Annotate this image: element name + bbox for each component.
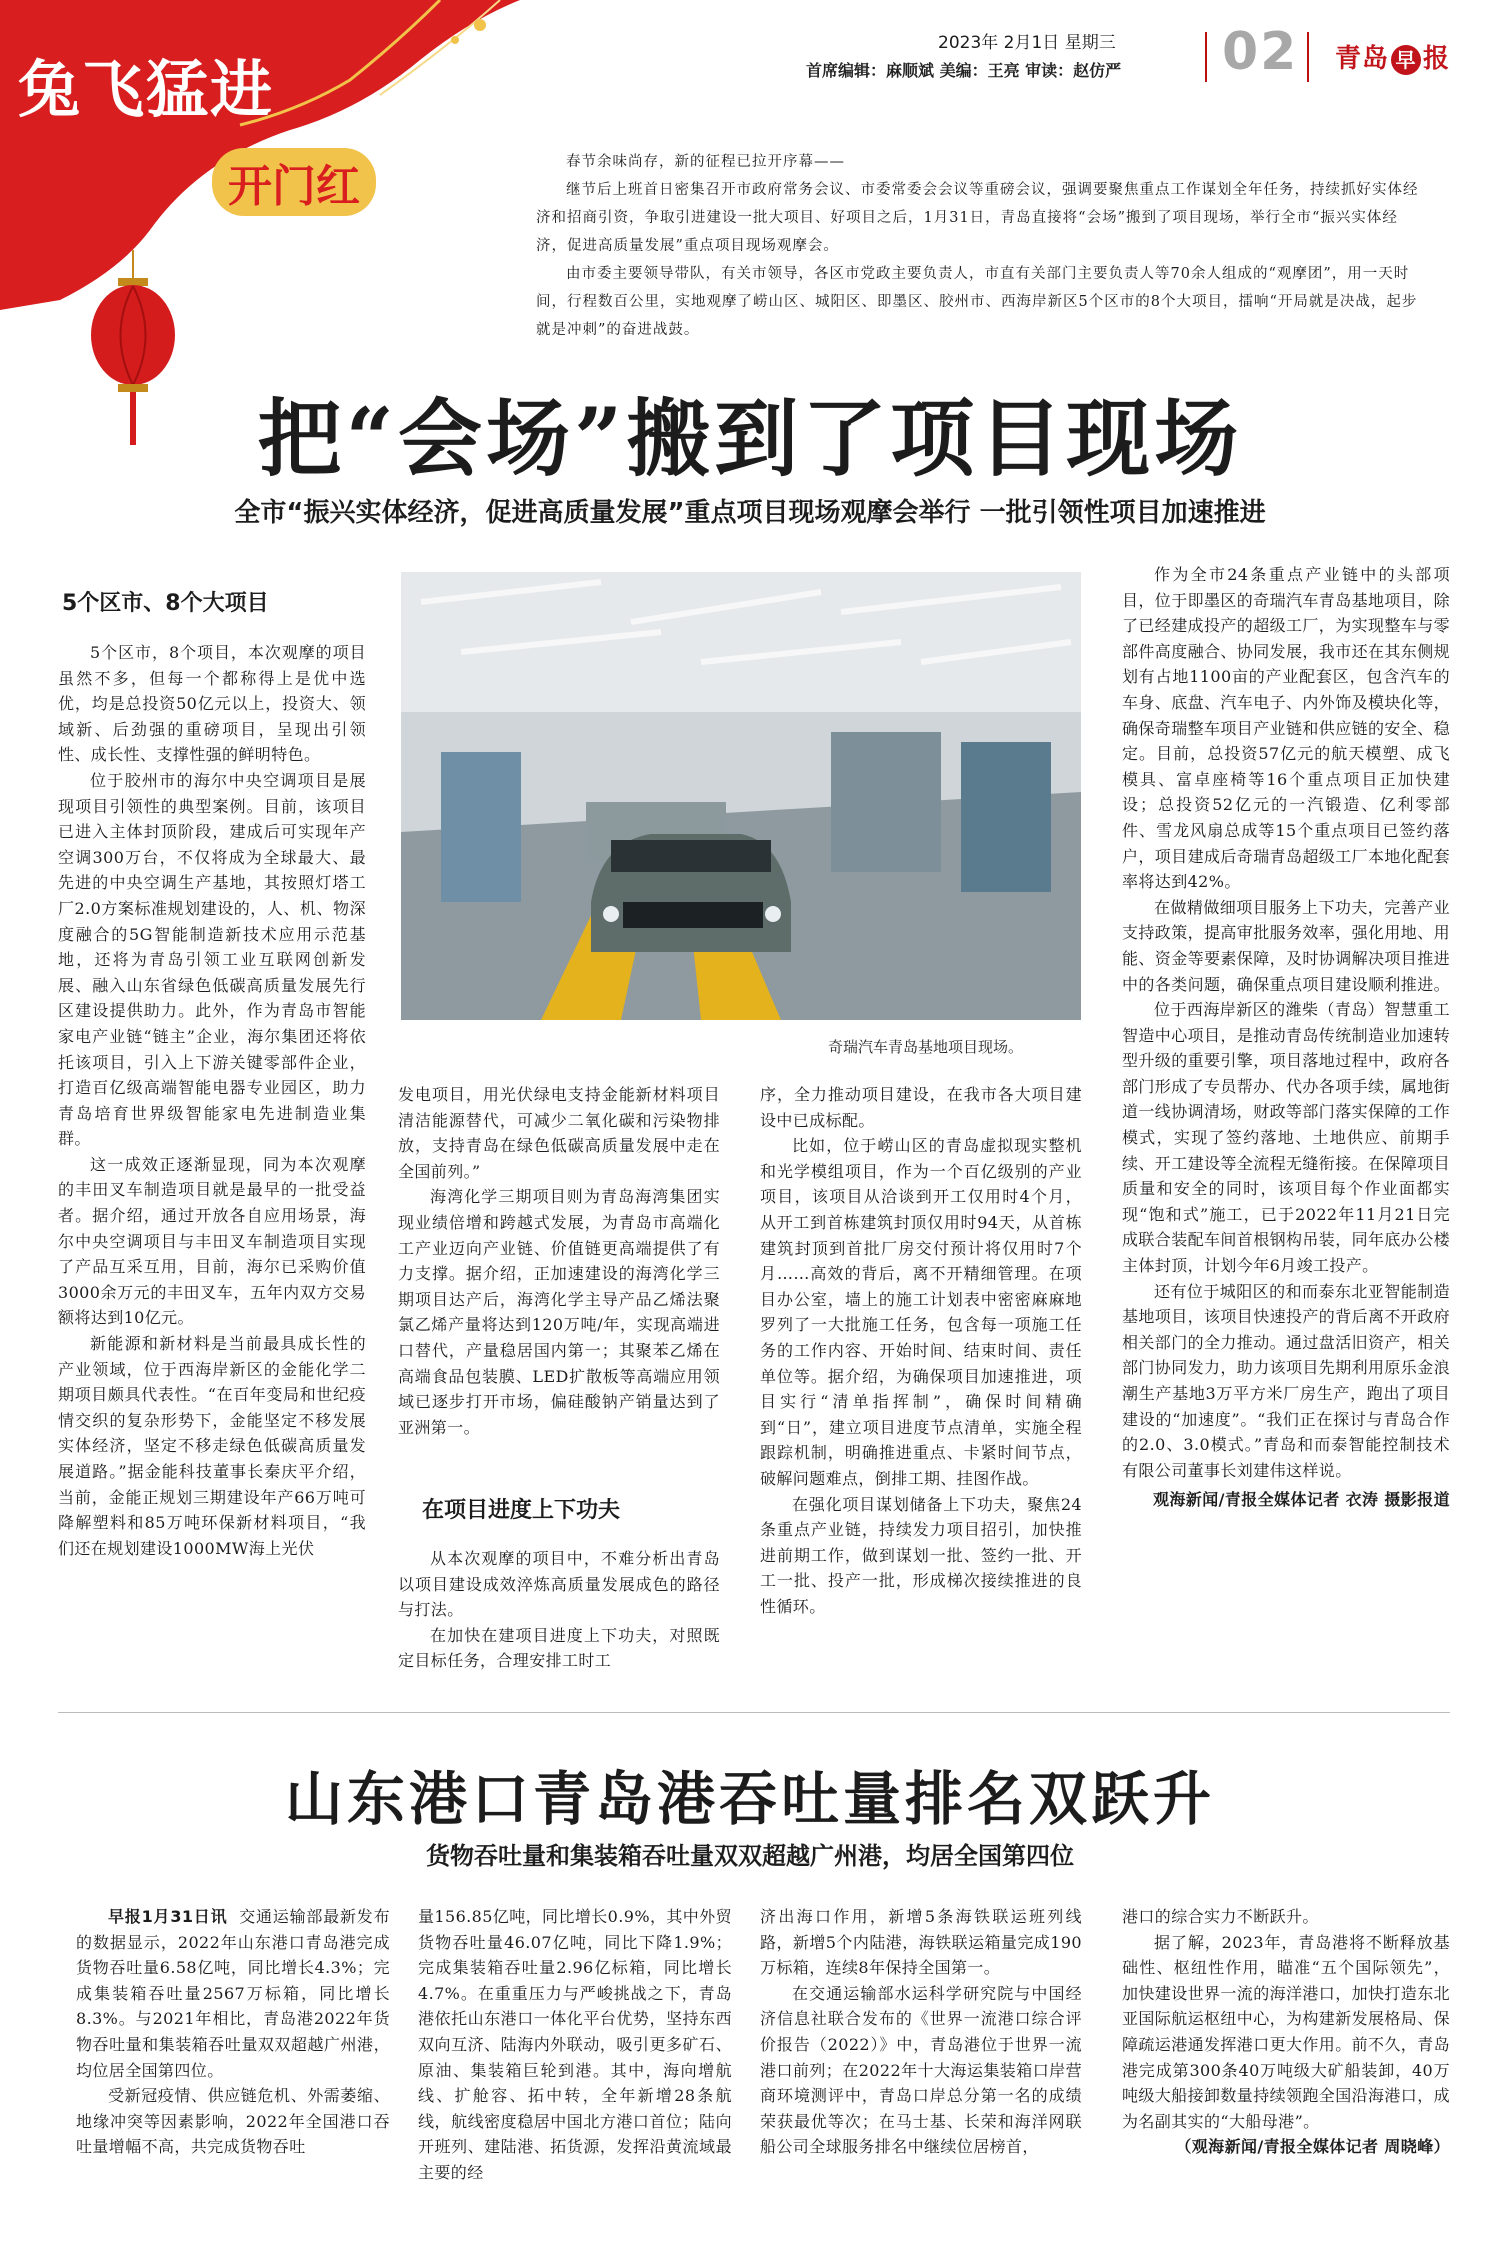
paragraph: 在交通运输部水运科学研究院与中国经济信息社联合发布的《世界一流港口综合评价报告（2022）》中，青岛港位于世界一流港口前列；在2022年十大海运集装箱口岸营商环境测评中，青岛口岸总分第一名的成绩荣获最优等次；在马士基、长荣和海洋网联船公司全球服务排名中继续位居榜首，: [760, 1983, 1082, 2157]
intro-lead: 春节余味尚存，新的征程已拉开序幕——: [566, 154, 845, 170]
byline: （观海新闻/青报全媒体记者 周晓峰）: [1175, 2137, 1450, 2157]
article-column: [1122, 562, 1450, 1513]
headline: 把“会场”搬到了项目现场: [257, 389, 1243, 488]
article-column: [760, 1904, 1082, 2160]
paragraph: 交通运输部最新发布的数据显示，2022年山东港口青岛港完成货物吞吐量6.58亿吨，同比增长4.3%；完成集装箱吞吐量2567万标箱，同比增长8.3%。与2021年相比，青岛港2022年货物吞吐量和集装箱吞吐量双双超越广州港，均位居全国第四位。: [76, 1907, 390, 2080]
article-column: [418, 1904, 732, 2186]
section-title: 5个区市、8个大项目: [62, 591, 269, 616]
photo-caption: 奇瑞汽车青岛基地项目现场。: [828, 1038, 1024, 1056]
paragraph: 新能源和新材料是当前最具成长性的产业领域，位于西海岸新区的金能化学二期项目颇具代表性。“在百年变局和世纪疫情交织的复杂形势下，金能坚定不移发展实体经济，坚定不移走绿色低碳高质量发展道路。”据金能科技董事长秦庆平介绍，当前，金能正规划三期建设年产66万吨可降解塑料和85万吨环保新材料项目，“我们还在规划建设1000MW海上光伏: [58, 1334, 366, 1558]
headline: 山东港口青岛港吞吐量排名双跃升: [284, 1765, 1215, 1833]
dateline: 早报1月31日讯: [108, 1907, 228, 1926]
newspaper-logo: 青岛 早 报: [1335, 44, 1451, 74]
paragraph: 在强化项目谋划储备上下功夫，聚焦24条重点产业链，持续发力项目招引，加快推进前期工作，做到谋划一批、签约一批、开工一批、投产一批，形成梯次接续推进的良性循环。: [760, 1494, 1082, 1616]
paragraph: 5个区市，8个项目，本次观摩的项目虽然不多，但每一个都称得上是优中选优，均是总投资50亿元以上，投资大、领域新、后劲强的重磅项目，呈现出引领性、成长性、支撑性强的鲜明特色。: [58, 643, 366, 765]
subheadline: 全市“振兴实体经济，促进高质量发展”重点项目现场观摩会举行 一批引领性项目加速推进: [234, 498, 1266, 528]
intro-paragraph: 由市委主要领导带队，有关市领导，各区市党政主要负责人，市直有关部门主要负责人等70余人组成的“观摩团”，用一天时间，行程数百公里，实地观摩了崂山区、城阳区、即墨区、胶州市、西海岸新区5个区市的8个大项目，擂响“开局就是决战，起步就是冲刺”的奋进战鼓。: [536, 266, 1418, 338]
header-divider: [1307, 32, 1309, 82]
paragraph: 这一成效正逐渐显现，同为本次观摩的丰田叉车制造项目就是最早的一批受益者。据介绍，通过开放各自应用场景，海尔中央空调项目与丰田叉车制造项目实现了产品互采互用，目前，海尔已采购价值3000余万元的丰田叉车，五年内双方交易额将达到10亿元。: [58, 1154, 366, 1328]
article-column: [760, 1082, 1082, 1619]
byline: 观海新闻/青报全媒体记者 衣涛 摄影报道: [1153, 1490, 1450, 1510]
paragraph: 发电项目，用光伏绿电支持金能新材料项目清洁能源替代，可减少二氧化碳和污染物排放，支持青岛在绿色低碳高质量发展中走在全国前列。”: [398, 1085, 720, 1181]
intro-paragraph: 继节后上班首日密集召开市政府常务会议、市委常委会会议等重磅会议，强调要聚焦重点工作谋划全年任务，持续抓好实体经济和招商引资，争取引进建设一批大项目、好项目之后，1月31日，青岛直接将“会场”搬到了项目现场，举行全市“振兴实体经济，促进高质量发展”重点项目现场观摩会。: [536, 182, 1419, 254]
issue-date: 2023年 2月1日 星期三: [938, 33, 1116, 53]
paragraph: 在做精做细项目服务上下功夫，完善产业支持政策，提高审批服务效率，强化用地、用能、资金等要素保障，及时协调解决项目推进中的各类问题，确保重点项目建设顺利推进。: [1122, 897, 1451, 994]
article-column: [76, 1904, 390, 2160]
paragraph: 位于胶州市的海尔中央空调项目是展现项目引领性的典型案例。目前，该项目已进入主体封顶阶段，建成后可实现年产空调300万台，不仅将成为全球最大、最先进的中央空调生产基地，其按照灯塔工厂2.0方案标准规划建设的，人、机、物深度融合的5G智能制造新技术应用示范基地，还将为青岛引领工业互联网创新发展、融入山东省绿色低碳高质量发展先行区建设提供助力。此外，作为青岛市智能家电产业链“链主”企业，海尔集团还将依托该项目，引入上下游关键零部件企业，打造百亿级高端智能电器专业园区，助力青岛培育世界级智能家电先进制造业集群。: [58, 770, 366, 1149]
paragraph: 位于西海岸新区的潍柴（青岛）智慧重工智造中心项目，是推动青岛传统制造业加速转型升级的重要引擎，项目落地过程中，政府各部门形成了专员帮办、代办各项手续，属地街道一线协调清场，财政等部门落实保障的工作模式，实现了签约落地、土地供应、前期手续、开工建设等全流程无缝衔接。在保障项目质量和安全的同时，该项目每个作业面都实现“饱和式”施工，已于2022年11月21日完成联合装配车间首根钢构吊装，同年底办公楼主体封顶，计划今年6月竣工投产。: [1122, 1000, 1451, 1276]
paragraph: 比如，位于崂山区的青岛虚拟现实整机和光学模组项目，作为一个百亿级别的产业项目，该项目从洽谈到开工仅用时4个月，从开工到首栋建筑封顶仅用时94天，从首栋建筑封顶到首批厂房交付预计将仅用时7个月……高效的背后，离不开精细管理。在项目办公室，墙上的施工计划表中密密麻麻地罗列了一大批施工任务，包含每一项施工任务的工作内容、开始时间、结束时间、责任单位等。据介绍，为确保项目加速推进，项目实行“清单指挥制”，确保时间精确到“日”，建立项目进度节点清单，实施全程跟踪机制，明确推进重点、卡紧时间节点，破解问题难点，倒排工期、挂图作战。: [760, 1136, 1082, 1488]
article-column: [398, 1546, 720, 1674]
article-column: [58, 640, 366, 1561]
paragraph: 海湾化学三期项目则为青岛海湾集团实现业绩倍增和跨越式发展，为青岛市高端化工产业迈向产业链、价值链更高端提供了有力支撑。据介绍，正加速建设的海湾化学三期项目达产后，海湾化学主导产品乙烯法聚氯乙烯产量将达到120万吨/年，实现高端进口替代，产量稳居国内第一；其聚苯乙烯在高端食品包装膜、LED扩散板等高端应用领域已逐步打开市场，偏硅酸钠产销量达到了亚洲第一。: [398, 1187, 720, 1437]
paragraph: 据了解，2023年，青岛港将不断释放基础性、枢纽性作用，瞄准“五个国际领先”，加快建设世界一流的海洋港口，加快打造东北亚国际航运枢纽中心，为构建新发展格局、保障疏运港通发挥港口更大作用。前不久，青岛港完成第300条40万吨级大矿船装卸，40万吨级大船接卸数量持续领跑全国沿海港口，成为名副其实的“大船母港”。: [1122, 1932, 1451, 2131]
article-column: [1122, 1904, 1450, 2160]
header-divider: [1205, 32, 1207, 82]
paragraph: 序，全力推动项目建设，在我市各大项目建设中已成标配。: [760, 1085, 1082, 1130]
paragraph: 还有位于城阳区的和而泰东北亚智能制造基地项目，该项目快速投产的背后离不开政府相关部门的全力推动。通过盘活旧资产，相关部门协同发力，助力该项目先期利用原乐金浪潮生产基地3万平方米厂房生产，跑出了项目建设的“加速度”。“我们正在探讨与青岛合作的2.0、3.0模式。”青岛和而泰智能控制技术有限公司董事长刘建伟这样说。: [1122, 1281, 1451, 1480]
section-title: 在项目进度上下功夫: [422, 1498, 621, 1523]
editor-credits: 首席编辑：麻顺斌 美编：王亮 审读：赵仿严: [806, 61, 1122, 80]
article-column: [398, 1082, 720, 1440]
banner-title: 兔飞猛进: [18, 53, 275, 126]
paragraph: 港口的综合实力不断跃升。: [1122, 1907, 1319, 1926]
page-number: 02: [1222, 22, 1299, 82]
banner-subtitle: 开门红: [212, 148, 376, 216]
section-divider: [58, 1712, 1450, 1713]
paragraph: 作为全市24条重点产业链中的头部项目，位于即墨区的奇瑞汽车青岛基地项目，除了已经建成投产的超级工厂，为实现整车与零部件高度融合、协同发展，我市还在其东侧规划有占地1100亩的产业配套区，包含汽车的车身、底盘、汽车电子、内外饰及模块化等，确保奇瑞整车项目产业链和供应链的安全、稳定。目前，总投资57亿元的航天模塑、成飞模具、富卓座椅等16个重点项目正加快建设；总投资52亿元的一汽锻造、亿利零部件、雪龙风扇总成等15个重点项目已签约落户，项目建成后奇瑞青岛超级工厂本地化配套率将达到42%。: [1122, 565, 1451, 892]
paragraph: 受新冠疫情、供应链危机、外需萎缩、地缘冲突等因素影响，2022年全国港口吞吐量增幅不高，共完成货物吞吐: [76, 2086, 390, 2157]
paragraph: 量156.85亿吨，同比增长0.9%，其中外贸货物吞吐量46.07亿吨，同比下降1.9%；完成集装箱吞吐量2.96亿标箱，同比增长4.7%。在重重压力与严峻挑战之下，青岛港依托山东港口一体化平台优势，坚持东西双向互济、陆海内外联动，吸引更多矿石、原油、集装箱巨轮到港。其中，海向增航线、扩舱容、拓中转，全年新增28条航线，航线密度稳居中国北方港口首位；陆向开班列、建陆港、拓货源，发挥沿黄流域最主要的经: [418, 1907, 732, 2182]
paragraph: 在加快在建项目进度上下功夫，对照既定目标任务，合理安排工时工: [398, 1625, 720, 1671]
factory-photo: [401, 572, 1081, 1020]
paragraph: 从本次观摩的项目中，不难分析出青岛以项目建设成效淬炼高质量发展成色的路径与打法。: [398, 1549, 720, 1620]
paragraph: 济出海口作用，新增5条海铁联运班列线路，新增5个内陆港，海铁联运箱量完成190万标箱，连续8年保持全国第一。: [760, 1907, 1082, 1978]
subheadline: 货物吞吐量和集装箱吞吐量双双超越广州港，均居全国第四位: [426, 1842, 1074, 1870]
